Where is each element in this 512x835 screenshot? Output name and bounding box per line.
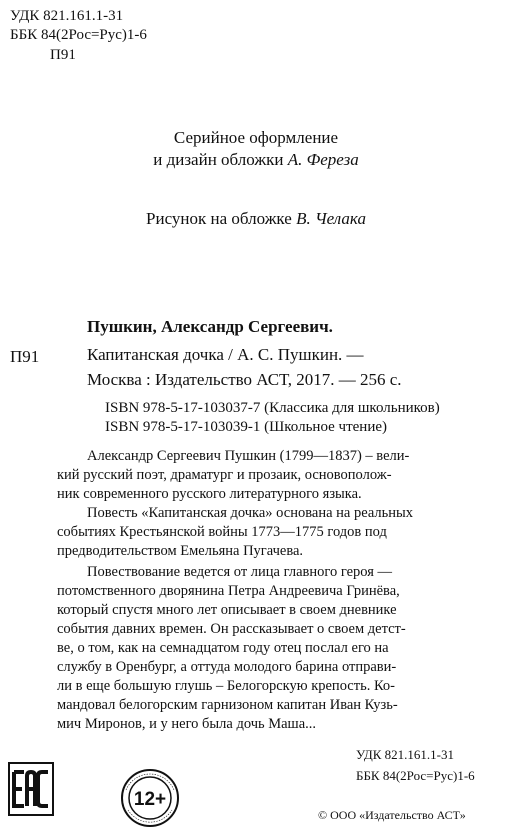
series-design-line2 <box>0 149 512 171</box>
series-design-line1: Серийное оформление <box>173 128 339 147</box>
isbn-1: ISBN 978-5-17-103037-7 (Классика для школьников) <box>105 400 440 416</box>
footer-bbk-code: ББК 84(2Рос=Рус)1-6 <box>356 768 475 783</box>
cover-art-line <box>0 208 512 230</box>
annotation-line: потомственного дворянина Петра Андреевича Гринёва, <box>57 583 400 599</box>
cover-art-prefix: Рисунок на обложке <box>146 209 297 228</box>
catalog-title-line: Капитанская дочка / А. С. Пушкин. — <box>87 345 364 364</box>
annotation-paragraph-3 <box>57 563 497 734</box>
annotation-line: службу в Оренбург, а оттуда молодого барина отправи- <box>57 659 397 675</box>
series-designer-name: А. Фереза <box>287 150 359 169</box>
eac-conformity-icon <box>8 762 54 816</box>
annotation-line: ник современного русского литературного языка. <box>57 486 362 502</box>
bbk-code: ББК 84(2Рос=Рус)1-6 <box>10 27 147 43</box>
catalog-cutter: П91 <box>10 347 40 366</box>
footer-udk-code: УДК 821.161.1-31 <box>356 747 455 762</box>
annotation-line: Повествование ведется от лица главного героя — <box>87 564 393 580</box>
annotation-line: Повесть «Капитанская дочка» основана на реальных <box>87 505 413 521</box>
udk-code: УДК 821.161.1-31 <box>10 8 124 24</box>
annotation-line: событиях Крестьянской войны 1773—1775 годов под <box>57 524 387 540</box>
annotation-line: мандовал белогорским гарнизоном капитан Иван Кузь- <box>57 697 398 713</box>
age-rating-text: 12+ <box>133 789 167 810</box>
annotation-line: предводительством Емельяна Пугачева. <box>57 543 304 559</box>
age-rating-badge-icon <box>120 768 180 828</box>
annotation-line: мич Миронов, и у него была дочь Маша... <box>57 716 317 732</box>
catalog-author: Пушкин, Александр Сергеевич. <box>87 317 333 336</box>
isbn-2: ISBN 978-5-17-103039-1 (Школьное чтение) <box>105 419 388 435</box>
annotation-paragraph-1 <box>57 447 497 504</box>
copyright-notice: © ООО «Издательство АСТ» <box>318 808 466 822</box>
annotation-line: ли в еще большую глушь – Белогорскую крепость. Ко- <box>57 678 395 694</box>
annotation-line: Александр Сергеевич Пушкин (1799—1837) – вели- <box>87 448 410 464</box>
annotation-line: события давних времен. Он рассказывает о своем детст- <box>57 621 406 637</box>
series-design-prefix: и дизайн обложки <box>153 150 288 169</box>
cover-artist-name: В. Челака <box>296 209 366 228</box>
annotation-line: который спустя много лет описывает в своем дневнике <box>57 602 397 618</box>
annotation-line: ве, о том, как на семнадцатом году отец послал его на <box>57 640 389 656</box>
catalog-imprint-line: Москва : Издательство АСТ, 2017. — 256 с. <box>87 370 402 389</box>
annotation-paragraph-2 <box>57 504 497 561</box>
cutter-code: П91 <box>50 47 76 63</box>
annotation-line: кий русский поэт, драматург и прозаик, основополож- <box>57 467 392 483</box>
